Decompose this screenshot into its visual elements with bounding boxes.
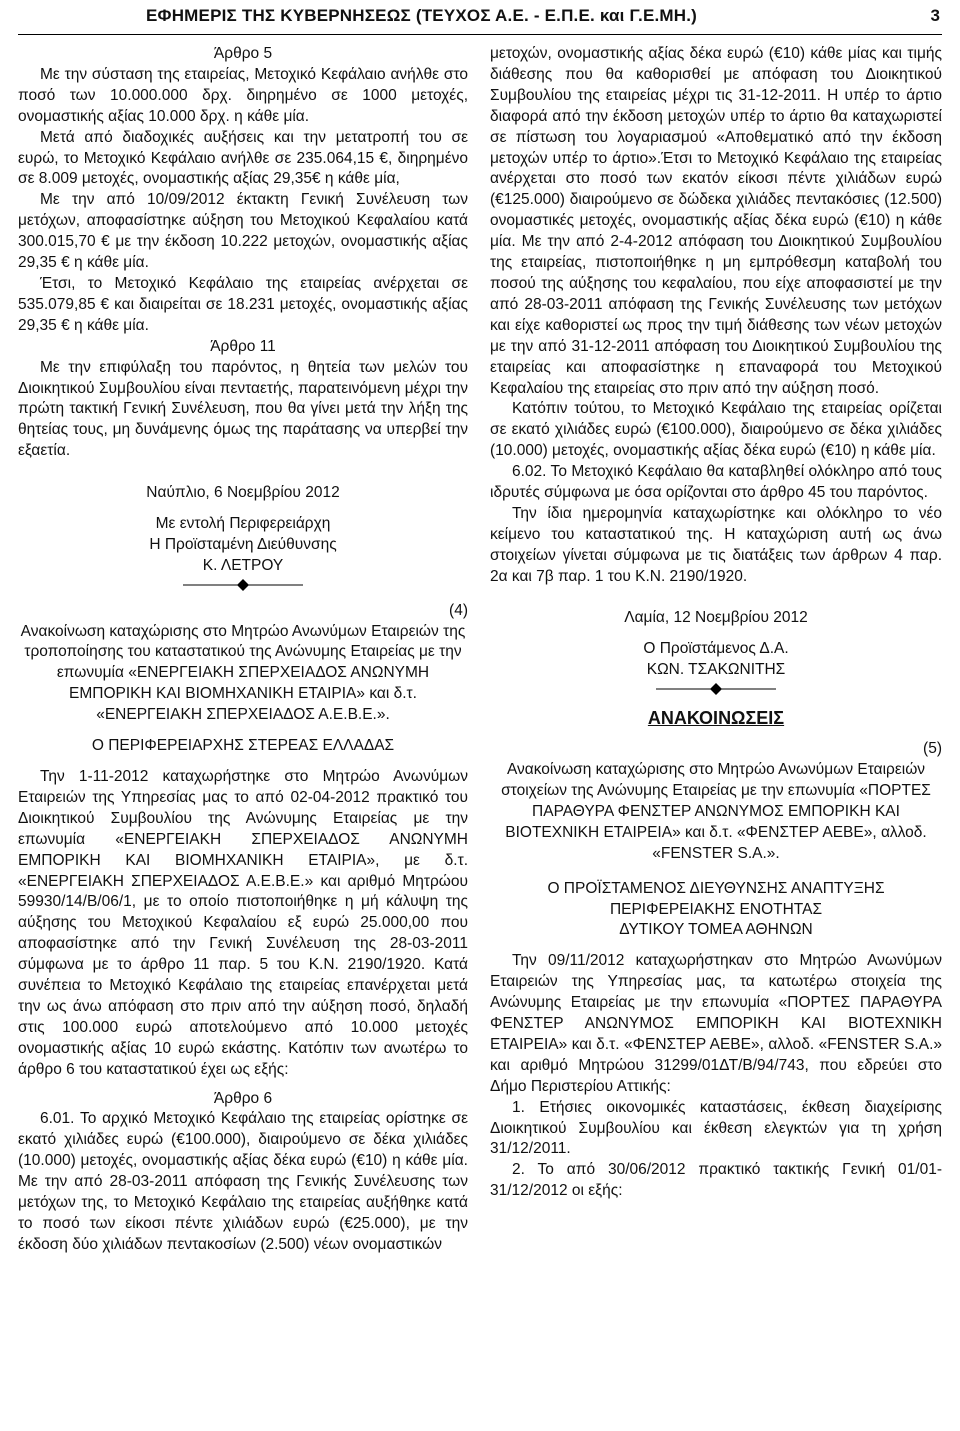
signature-2-place-date: Λαμία, 12 Νοεμβρίου 2012 [624, 609, 808, 627]
notice-4-body: Την 1-11-2012 καταχωρήστηκε στο Μητρώο Ανωνύμων Εταιρειών της Υπηρεσίας μας το από 02-04-2012 πρακτικό του Διοικητικού Συμβουλίου της Ανώνυμης Εταιρείας με την επωνυμία «ΕΝΕΡΓΕΙΑΚΗ ΣΠΕΡΧΕΙΑΔΟΣ ΑΝΩΝΥΜΗ ΕΜΠΟΡΙΚΗ ΚΑΙ ΒΙΟΜΗΧΑΝΙΚΗ ΕΤΑΙΡΙΑ», με δ.τ. «ΕΝΕΡΓΕΙΑΚΗ ΣΠΕΡΧΕΙΑΔΟΣ Α.Ε.Β.Ε.» και αριθμό Μητρώου 59930/14/Β/06/1, με το οποίο πιστοποιήθηκε η μή κάλυψη της αύξησης του Μετοχικού Κεφαλαίου εξ ευρώ 25.000,00 που αποφασίστηκε από την Γενική Συνέλευση της 28-03-2011 σύμφωνα με το άρθρο 11 παρ. 5 του Κ.Ν. 2190/1920. Κατά συνέπεια το Μετοχικό Κεφάλαιο της εταιρείας επανέρχεται μετά την ως άνω απόφαση στο πριν από την αύξηση ποσό, δηλαδή στις 100.000 ευρώ αποτελούμενο από 10.000 μετοχές ονομαστικής αξίας 10 ευρώ εκάστης. Κατόπιν των ανωτέρω το άρθρο 6 του καταστατικού έχει ως εξής: [18, 767, 468, 1078]
page-header [18, 0, 942, 35]
article-5-paragraph-1: Με την σύσταση της εταιρείας, Μετοχικό Κεφάλαιο ανήλθε στο ποσό των 10.000.000 δρχ. διηρημένο σε 1000 μετοχές, ονομαστικής αξίας 10.000 δρχ. η κάθε μία. [18, 65, 468, 125]
signature-place-date: Ναύπλιο, 6 Νοεμβρίου 2012 [146, 484, 340, 502]
page-number: 3 [930, 6, 940, 25]
article-5-paragraph-3: Με την από 10/09/2012 έκτακτη Γενική Συνέλευση των μετόχων, αποφασίστηκε αύξηση του Μετοχικού Κεφαλαίου κατά 300.015,70 € με την έκδοση 10.222 μετοχών, ονομαστικής αξίας 29,35 € η κάθε μία. [18, 191, 468, 272]
article-5-paragraph-2: Μετά από διαδοχικές αυξήσεις και την μετατροπή του σε ευρώ, το Μετοχικό Κεφάλαιο ανήλθε σε 235.064,15 €, διηρημένο σε 8.009 μετοχές, ονομαστικής αξίας 29,35€ η κάθε μία, [18, 128, 468, 188]
signature-line-2: Η Προϊσταμένη Διεύθυνσης [149, 535, 337, 553]
signature-2-line-1: Ο Προϊστάμενος Δ.Α. [643, 640, 789, 658]
continued-paragraph-4: Την ίδια ημερομηνία καταχωρίστηκε και ολόκληρο το νέο κείμενο του καταστατικού της. Η καταχώριση αυτή ως άνω στοιχείων γίνεται σύμφωνα με τις διατάξεις των άρθρων 4 παρ. 2α και 7β παρ. 1 του Κ.Ν. 2190/1920. [490, 504, 942, 585]
right-column [490, 44, 942, 1202]
notice-5-number: (5) [923, 740, 942, 758]
article-6-paragraph: 6.01. Το αρχικό Μετοχικό Κεφάλαιο της εταιρείας ορίστηκε σε εκατό χιλιάδες ευρώ (€100.000), διαιρούμενο σε δέκα χιλιάδες (10.000) μετοχές, ονομαστικής αξίας δέκα ευρώ (€10) η κάθε μία. Με την από 28-03-2011 απόφαση της Γενικής Συνέλευσης των μετόχων της, το Μετοχικό Κεφάλαιο της εταιρείας αυξήθηκε κατά το ποσό των είκοσι πέντε χιλιάδων ευρώ (€25.000), με την έκδοση δύο χιλιάδων πεντακοσίων (2.500) νέων ονομαστικών [18, 1110, 468, 1253]
notice-4-number: (4) [449, 601, 468, 619]
article-5-title: Άρθρο 5 [213, 45, 273, 62]
notice-5-authority-line-3: ΔΥΤΙΚΟΥ ΤΟΜΕΑ ΑΘΗΝΩΝ [619, 921, 813, 939]
notice-4-authority: Ο ΠΕΡΙΦΕΡΕΙΑΡΧΗΣ ΣΤΕΡΕΑΣ ΕΛΛΑΔΑΣ [91, 737, 395, 755]
continued-paragraph-3: 6.02. Το Μετοχικό Κεφάλαιο θα καταβληθεί ολόκληρο από τους ιδρυτές σύμφωνα με όσα ορίζονται στο άρθρο 45 του παρόντος. [490, 463, 942, 502]
continued-paragraph-2: Κατόπιν τούτου, το Μετοχικό Κεφάλαιο της εταιρείας ορίζεται σε εκατό χιλιάδες ευρώ (€100.000), διαιρούμενο σε δέκα χιλιάδες (10.000) μετοχές, ονομαστικής αξίας δέκα ευρώ (€10) η κάθε μία. [490, 400, 942, 460]
notice-5-item-2: 2. Το από 30/06/2012 πρακτικό τακτικής Γενική 01/01-31/12/2012 οι εξής: [490, 1161, 942, 1200]
article-11-title: Άρθρο 11 [210, 337, 276, 355]
article-11-paragraph: Με την επιφύλαξη του παρόντος, η θητεία των μελών του Διοικητικού Συμβουλίου είναι πενταετής, παρατεινόμενη μέχρι την πρώτη τακτική Γενική Συνέλευση, που θα γίνει μετά την λήξη της θητείας τους, μη δυνάμενης όμως της παράτασης να υπερβεί την εξαετία. [18, 358, 468, 460]
notice-5-title: Ανακοίνωση καταχώρισης στο Μητρώο Ανωνύμων Εταιρειών στοιχείων της Ανώνυμης Εταιρείας με την επωνυμία «ΠΟΡΤΕΣ ΠΑΡΑΘΥΡΑ ΦΕΝΣΤΕΡ ΑΝΩΝΥΜΟΣ ΕΜΠΟΡΙΚΗ ΚΑΙ ΒΙΟΤΕΧΝΙΚΗ ΕΤΑΙΡΕΙΑ» και δ.τ. «ΦΕΝΣΤΕΡ ΑΕΒΕ», αλλοδ. «FENSTER S.A.». [501, 761, 931, 862]
notice-4-title: Ανακοίνωση καταχώρισης στο Μητρώο Ανωνύμων Εταιρειών της τροποποίησης του καταστατικού της Ανώνυμης Εταιρείας με την επωνυμία «ΕΝΕΡΓΕΙΑΚΗ ΣΠΕΡΧΕΙΑΔΟΣ ΑΝΩΝΥΜΗ ΕΜΠΟΡΙΚΗ ΚΑΙ ΒΙΟΜΗΧΑΝΙΚΗ ΕΤΑΙΡΙΑ» και δ.τ. «ΕΝΕΡΓΕΙΑΚΗ ΣΠΕΡΧΕΙΑΔΟΣ Α.Ε.Β.Ε.». [20, 622, 466, 724]
separator-diamond-icon [183, 579, 303, 591]
notice-5-item-1: 1. Ετήσιες οικονομικές καταστάσεις, έκθεση διαχείρισης Διοικητικού Συμβουλίου και έκθεση ελεγκτών για τη χρήση 31/12/2011. [490, 1098, 942, 1158]
signature-line-1: Με εντολή Περιφερειάρχη [155, 514, 331, 532]
signature-2-name: ΚΩΝ. ΤΣΑΚΩΝΙΤΗΣ [646, 661, 786, 679]
gazette-title: ΕΦΗΜΕΡΙΣ ΤΗΣ ΚΥΒΕΡΝΗΣΕΩΣ (ΤΕΥΧΟΣ Α.Ε. - Ε.Π.Ε. και Γ.Ε.ΜΗ.) [146, 6, 698, 25]
continued-paragraph-1: μετοχών, ονομαστικής αξίας δέκα ευρώ (€10) κάθε μίας και τιμής διάθεσης που θα καθορισθεί με απόφαση του Διοικητικού Συμβουλίου της εταιρείας μέχρι τις 31-12-2011. Η υπέρ το άρτιο διαφορά από την έκδοση μετοχών υπέρ το άρτιο θα καταχωριστεί σε πίστωση του λογαριασμού «Αποθεματικό από την έκδοση μετοχών υπέρ το άρτιο».Έτσι το Μετοχικό Κεφάλαιο της εταιρείας ανέρχεται στο ποσό των εκατόν είκοσι πέντε χιλιάδων ευρώ (€125.000) διαιρούμενο σε δώδεκα χιλιάδες πεντακόσιες (12.500) ονομαστικές μετοχές, ονομαστικής αξίας δέκα ευρώ (€10) η κάθε μία. Με την από 2-4-2012 απόφαση του Διοικητικού Συμβουλίου της εταιρείας, πιστοποιήθηκε η μη εμπρόθεσμη καταβολή του ποσού της αύξησης του κεφαλαίου, που είχε αποφασιστεί με την από 28-03-2011 απόφαση της Γενικής Συνέλευσης των μετόχων και είχε καθοριστεί ως προς την τιμή διάθεσης των νέων μετοχών με την από 31-12-2011 απόφαση του Διοικητικού Συμβουλίου της εταιρείας και αποφασίστηκε η επαναφορά του Μετοχικού Κεφαλαίου της εταιρείας στο πριν από την αύξηση ποσό. [490, 45, 942, 397]
notice-5-authority-line-1: Ο ΠΡΟΪΣΤΑΜΕΝΟΣ ΔΙΕΥΘΥΝΣΗΣ ΑΝΑΠΤΥΞΗΣ [547, 879, 885, 897]
separator-diamond-icon [656, 683, 776, 695]
notice-5-body: Την 09/11/2012 καταχωρήστηκαν στο Μητρώο Ανωνύμων Εταιρειών της Υπηρεσίας μας, τα κατωτέρω στοιχεία της Ανώνυμης Εταιρείας με την επωνυμία «ΠΟΡΤΕΣ ΠΑΡΑΘΥΡΑ ΦΕΝΣΤΕΡ ΑΝΩΝΥΜΟΣ ΕΜΠΟΡΙΚΗ ΚΑΙ ΒΙΟΤΕΧΝΙΚΗ ΕΤΑΙΡΕΙΑ» και δ.τ. «ΦΕΝΣΤΕΡ ΑΕΒΕ», αλλοδ. «FENSTER S.A.» και αριθμό Μητρώου 31299/01ΔΤ/Β/94/743, που εδρεύει στο Δήμο Περιστερίου Αττικής: [490, 952, 942, 1095]
left-column [18, 44, 468, 1256]
article-6-title: Άρθρο 6 [213, 1089, 273, 1107]
section-heading: ΑΝΑΚΟΙΝΩΣΕΙΣ [647, 708, 785, 729]
notice-5-authority-line-2: ΠΕΡΙΦΕΡΕΙΑΚΗΣ ΕΝΟΤΗΤΑΣ [609, 900, 823, 918]
signature-name: Κ. ΛΕΤΡΟΥ [202, 556, 284, 574]
article-5-paragraph-4: Έτσι, το Μετοχικό Κεφάλαιο της εταιρείας ανέρχεται σε 535.079,85 € και διαιρείται σε 18.231 μετοχές, ονομαστικής αξίας 29,35 € η κάθε μία. [18, 274, 468, 334]
